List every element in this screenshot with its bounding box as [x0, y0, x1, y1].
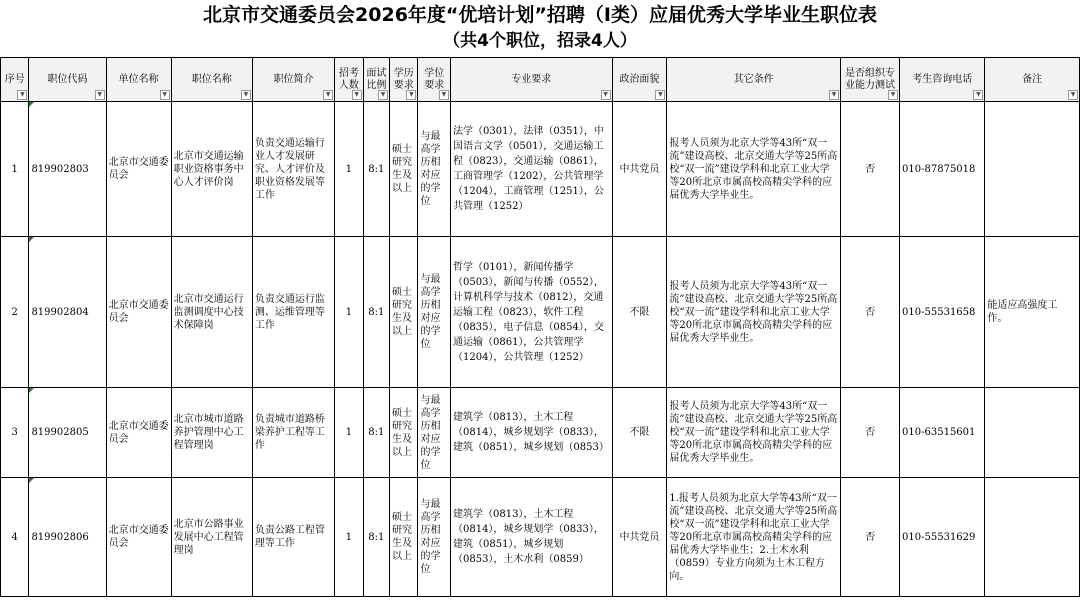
cell-org-test[interactable]: 否	[841, 388, 900, 478]
cell-major[interactable]: 法学（0301），法律（0351），中国语言文学（0501），交通运输工程（0823），交通运输（0861），工商管理学（1202），公共管理学（1204），工商管理（1251），公共管理（1252）	[450, 102, 612, 237]
cell-note[interactable]: 能适应高强度工作。	[985, 237, 1080, 388]
cell-marker-icon	[29, 237, 34, 242]
cell-position-name[interactable]: 北京市城市道路养护管理中心工程管理岗	[171, 388, 252, 478]
cell-num[interactable]: 1	[335, 478, 363, 597]
filter-dropdown-icon[interactable]: ▼	[241, 90, 251, 100]
cell-politics[interactable]: 不限	[612, 388, 667, 478]
cell-position-name[interactable]: 北京市交通运行监测调度中心技术保障岗	[171, 237, 252, 388]
header-other[interactable]: 其它条件 ▼	[667, 58, 841, 102]
filter-dropdown-icon[interactable]: ▼	[95, 90, 105, 100]
cell-unit[interactable]: 北京市交通委员会	[106, 388, 171, 478]
header-num[interactable]: 招考人数 ▼	[335, 58, 363, 102]
header-intro[interactable]: 职位简介 ▼	[252, 58, 334, 102]
filter-dropdown-icon[interactable]: ▼	[888, 90, 898, 100]
cell-ratio[interactable]: 8:1	[363, 102, 389, 237]
cell-unit[interactable]: 北京市交通委员会	[106, 102, 171, 237]
filter-dropdown-icon[interactable]: ▼	[352, 90, 362, 100]
cell-phone[interactable]: 010-87875018	[900, 102, 985, 237]
header-phone[interactable]: 考生咨询电话 ▼	[900, 58, 985, 102]
header-degree[interactable]: 学位要求 ▼	[418, 58, 451, 102]
cell-politics[interactable]: 中共党员	[612, 102, 667, 237]
cell-degree[interactable]: 与最高学历相对应的学位	[418, 388, 451, 478]
cell-edu[interactable]: 硕士研究生及以上	[390, 478, 418, 597]
header-row	[1, 58, 1080, 102]
cell-num[interactable]: 1	[335, 102, 363, 237]
filter-dropdown-icon[interactable]: ▼	[323, 90, 333, 100]
cell-seq[interactable]: 1	[1, 102, 29, 237]
filter-dropdown-icon[interactable]: ▼	[160, 90, 170, 100]
cell-seq[interactable]: 2	[1, 237, 29, 388]
cell-intro[interactable]: 负责交通运输行业人才发展研究、人才评价及职业资格发展等工作	[252, 102, 334, 237]
header-position-name[interactable]: 职位名称 ▼	[171, 58, 252, 102]
header-edu[interactable]: 学历要求 ▼	[390, 58, 418, 102]
cell-num[interactable]: 1	[335, 388, 363, 478]
cell-org-test[interactable]: 否	[841, 237, 900, 388]
cell-edu[interactable]: 硕士研究生及以上	[390, 237, 418, 388]
header-ratio[interactable]: 面试比例 ▼	[363, 58, 389, 102]
filter-dropdown-icon[interactable]: ▼	[829, 90, 839, 100]
cell-org-test[interactable]: 否	[841, 478, 900, 597]
cell-note[interactable]	[985, 478, 1080, 597]
cell-code[interactable]: 819902806	[29, 478, 106, 597]
header-unit[interactable]: 单位名称 ▼	[106, 58, 171, 102]
filter-dropdown-icon[interactable]: ▼	[655, 90, 665, 100]
cell-ratio[interactable]: 8:1	[363, 237, 389, 388]
cell-ratio[interactable]: 8:1	[363, 388, 389, 478]
cell-phone[interactable]: 010-55531658	[900, 237, 985, 388]
cell-other[interactable]: 1.报考人员须为北京大学等43所“双一流”建设高校、北京交通大学等25所高校“双一流”建设学科和北京工业大学等20所北京市属高校高精尖学科的应届优秀大学毕业生；2.土木水利（0859）专业方向须为土木工程方向。	[667, 478, 841, 597]
cell-phone[interactable]: 010-55531629	[900, 478, 985, 597]
header-org-test[interactable]: 是否组织专业能力测试 ▼	[841, 58, 900, 102]
filter-dropdown-icon[interactable]: ▼	[601, 90, 611, 100]
cell-note[interactable]	[985, 102, 1080, 237]
cell-phone[interactable]: 010-63515601	[900, 388, 985, 478]
header-seq[interactable]: 序号 ▼	[1, 58, 29, 102]
cell-major[interactable]: 建筑学（0813），土木工程（0814），城乡规划学（0833），建筑（0851），城乡规划（0853）	[450, 388, 612, 478]
cell-note[interactable]	[985, 388, 1080, 478]
header-code[interactable]: 职位代码 ▼	[29, 58, 106, 102]
header-major[interactable]: 专业要求 ▼	[450, 58, 612, 102]
cell-position-name[interactable]: 北京市交通运输职业资格事务中心人才评价岗	[171, 102, 252, 237]
cell-marker-icon	[29, 478, 34, 483]
cell-seq[interactable]: 4	[1, 478, 29, 597]
filter-dropdown-icon[interactable]: ▼	[406, 90, 416, 100]
cell-degree[interactable]: 与最高学历相对应的学位	[418, 102, 451, 237]
cell-major[interactable]: 哲学（0101），新闻传播学（0503），新闻与传播（0552），计算机科学与技术（0812），交通运输工程（0823），软件工程（0835），电子信息（0854），交通运输（0861），公共管理学（1204），公共管理（1252）	[450, 237, 612, 388]
cell-unit[interactable]: 北京市交通委员会	[106, 237, 171, 388]
header-note[interactable]: 备注 ▼	[985, 58, 1080, 102]
cell-intro[interactable]: 负责交通运行监测、运维管理等工作	[252, 237, 334, 388]
filter-dropdown-icon[interactable]: ▼	[973, 90, 983, 100]
cell-marker-icon	[29, 102, 34, 107]
cell-position-name[interactable]: 北京市公路事业发展中心工程管理岗	[171, 478, 252, 597]
cell-other[interactable]: 报考人员须为北京大学等43所“双一流”建设高校、北京交通大学等25所高校“双一流”建设学科和北京工业大学等20所北京市属高校高精尖学科的应届优秀大学毕业生。	[667, 237, 841, 388]
cell-major[interactable]: 建筑学（0813），土木工程（0814），城乡规划学（0833），建筑（0851），城乡规划（0853），土木水利（0859）	[450, 478, 612, 597]
document-title: 北京市交通委员会2026年度“优培计划”招聘（I类）应届优秀大学毕业生职位表	[203, 4, 877, 26]
filter-dropdown-icon[interactable]: ▼	[439, 90, 449, 100]
positions-table	[0, 57, 1080, 597]
filter-dropdown-icon[interactable]: ▼	[378, 90, 388, 100]
cell-num[interactable]: 1	[335, 237, 363, 388]
cell-org-test[interactable]: 否	[841, 102, 900, 237]
cell-degree[interactable]: 与最高学历相对应的学位	[418, 478, 451, 597]
cell-intro[interactable]: 负责城市道路桥梁养护工程等工作	[252, 388, 334, 478]
cell-other[interactable]: 报考人员须为北京大学等43所“双一流”建设高校、北京交通大学等25所高校“双一流”建设学科和北京工业大学等20所北京市属高校高精尖学科的应届优秀大学毕业生。	[667, 102, 841, 237]
table-row	[1, 237, 1080, 388]
cell-edu[interactable]: 硕士研究生及以上	[390, 388, 418, 478]
cell-intro[interactable]: 负责公路工程管理等工作	[252, 478, 334, 597]
cell-ratio[interactable]: 8:1	[363, 478, 389, 597]
cell-code[interactable]: 819902804	[29, 237, 106, 388]
cell-politics[interactable]: 不限	[612, 237, 667, 388]
table-row	[1, 102, 1080, 237]
table-row	[1, 388, 1080, 478]
cell-edu[interactable]: 硕士研究生及以上	[390, 102, 418, 237]
cell-code[interactable]: 819902803	[29, 102, 106, 237]
cell-seq[interactable]: 3	[1, 388, 29, 478]
filter-dropdown-icon[interactable]: ▼	[17, 90, 27, 100]
filter-dropdown-icon[interactable]: ▼	[1068, 90, 1078, 100]
cell-marker-icon	[29, 388, 34, 393]
table-row	[1, 478, 1080, 597]
cell-other[interactable]: 报考人员须为北京大学等43所“双一流”建设高校、北京交通大学等25所高校“双一流”建设学科和北京工业大学等20所北京市属高校高精尖学科的应届优秀大学毕业生。	[667, 388, 841, 478]
cell-code[interactable]: 819902805	[29, 388, 106, 478]
cell-degree[interactable]: 与最高学历相对应的学位	[418, 237, 451, 388]
cell-politics[interactable]: 中共党员	[612, 478, 667, 597]
document-subtitle: （共4个职位，招录4人）	[443, 31, 637, 51]
cell-unit[interactable]: 北京市交通委员会	[106, 478, 171, 597]
header-politics[interactable]: 政治面貌 ▼	[612, 58, 667, 102]
